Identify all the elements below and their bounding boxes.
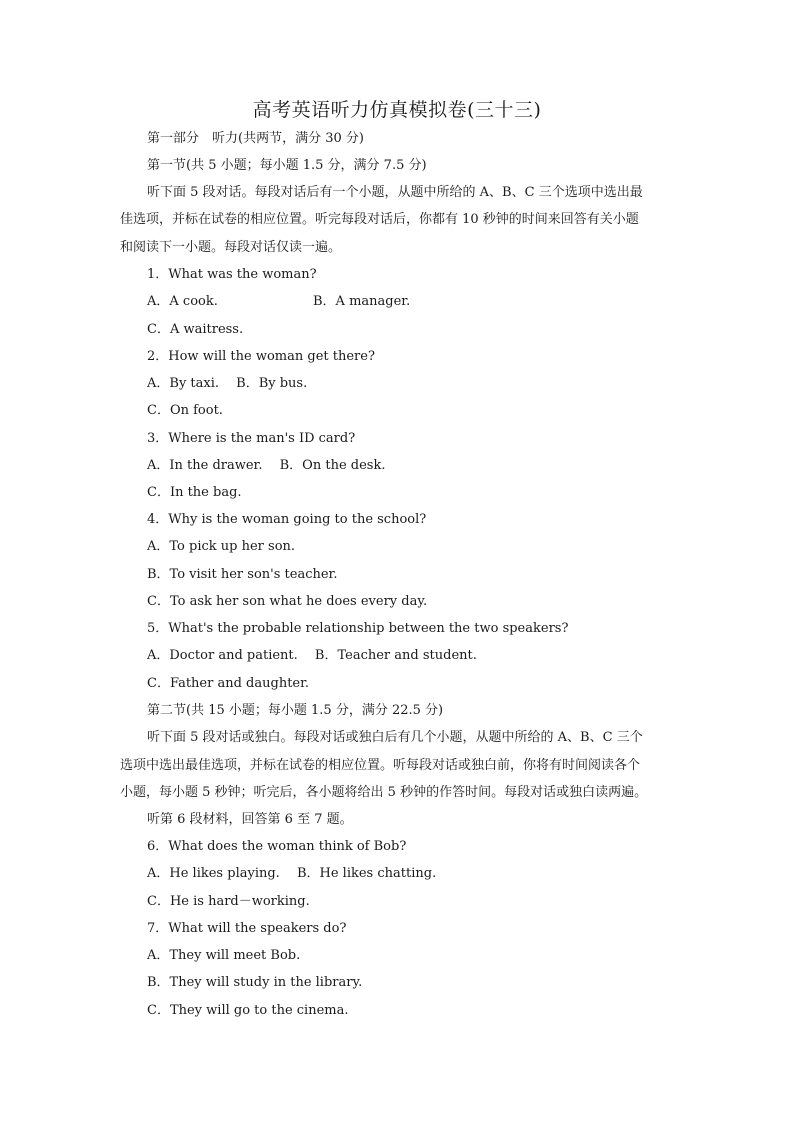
option-b: B．Teacher and student. — [314, 648, 477, 663]
option-a: A．A cook. — [147, 294, 218, 309]
option-row — [147, 647, 677, 665]
section2-instruction-line: 小题，每小题 5 秒钟；听完后，各小题将给出 5 秒钟的作答时间。每段对话或独白读两遍。 — [120, 785, 648, 800]
option-row — [147, 293, 677, 311]
part1-heading: 第一部分 听力(共两节，满分 30 分) — [147, 131, 364, 146]
section2-instruction-line: 听下面 5 段对话或独白。每段对话或独白后有几个小题，从题中所给的 A、B、C 三个 — [147, 730, 643, 745]
option-a: A．In the drawer. — [147, 458, 263, 473]
section1-instruction-line: 和阅读下一小题。每段对话仅读一遍。 — [120, 240, 342, 255]
option-row — [147, 865, 677, 883]
question-3: 3．Where is the man's ID card? — [147, 431, 356, 446]
option-b: B．They will study in the library. — [147, 975, 363, 990]
option-c: C．Father and daughter. — [147, 676, 310, 691]
option-b: B．On the desk. — [279, 458, 386, 473]
option-b: B．To visit her son's teacher. — [147, 567, 338, 582]
option-b: B．He likes chatting. — [296, 866, 437, 881]
section1-heading: 第一节(共 5 小题；每小题 1.5 分，满分 7.5 分) — [147, 158, 427, 173]
question-6: 6．What does the woman think of Bob? — [147, 839, 407, 854]
option-row — [147, 375, 677, 393]
question-5: 5．What's the probable relationship between the two speakers? — [147, 621, 569, 636]
option-row — [147, 457, 677, 475]
option-a: A．He likes playing. — [147, 866, 280, 881]
section2-instruction-line: 选项中选出最佳选项，并标在试卷的相应位置。听每段对话或独白前，你将有时间阅读各个 — [120, 758, 641, 773]
option-b: B．A manager. — [313, 294, 411, 309]
option-a: A．To pick up her son. — [147, 539, 296, 554]
question-7: 7．What will the speakers do? — [147, 921, 347, 936]
section2-heading: 第二节(共 15 小题；每小题 1.5 分，满分 22.5 分) — [147, 703, 444, 718]
question-2: 2．How will the woman get there? — [147, 349, 375, 364]
option-c: C．To ask her son what he does every day. — [147, 594, 428, 609]
section1-instruction-line: 佳选项，并标在试卷的相应位置。听完每段对话后，你都有 10 秒钟的时间来回答有关小题 — [120, 212, 639, 227]
page-title: 高考英语听力仿真模拟卷(三十三) — [252, 99, 542, 121]
question-4: 4．Why is the woman going to the school? — [147, 512, 427, 527]
question-1: 1．What was the woman? — [147, 267, 317, 282]
option-c: C．On foot. — [147, 403, 223, 418]
material-6-heading: 听第 6 段材料，回答第 6 至 7 题。 — [147, 812, 353, 827]
option-c: C．They will go to the cinema. — [147, 1003, 349, 1018]
option-c: C．In the bag. — [147, 485, 242, 500]
option-a: A．By taxi. — [147, 376, 220, 391]
option-a: A．They will meet Bob. — [147, 948, 301, 963]
option-c: C．A waitress. — [147, 322, 244, 337]
option-b: B．By bus. — [236, 376, 308, 391]
option-a: A．Doctor and patient. — [147, 648, 298, 663]
section1-instruction-line: 听下面 5 段对话。每段对话后有一个小题，从题中所给的 A、B、C 三个选项中选出最 — [147, 185, 643, 200]
option-c: C．He is hard－working. — [147, 894, 310, 909]
